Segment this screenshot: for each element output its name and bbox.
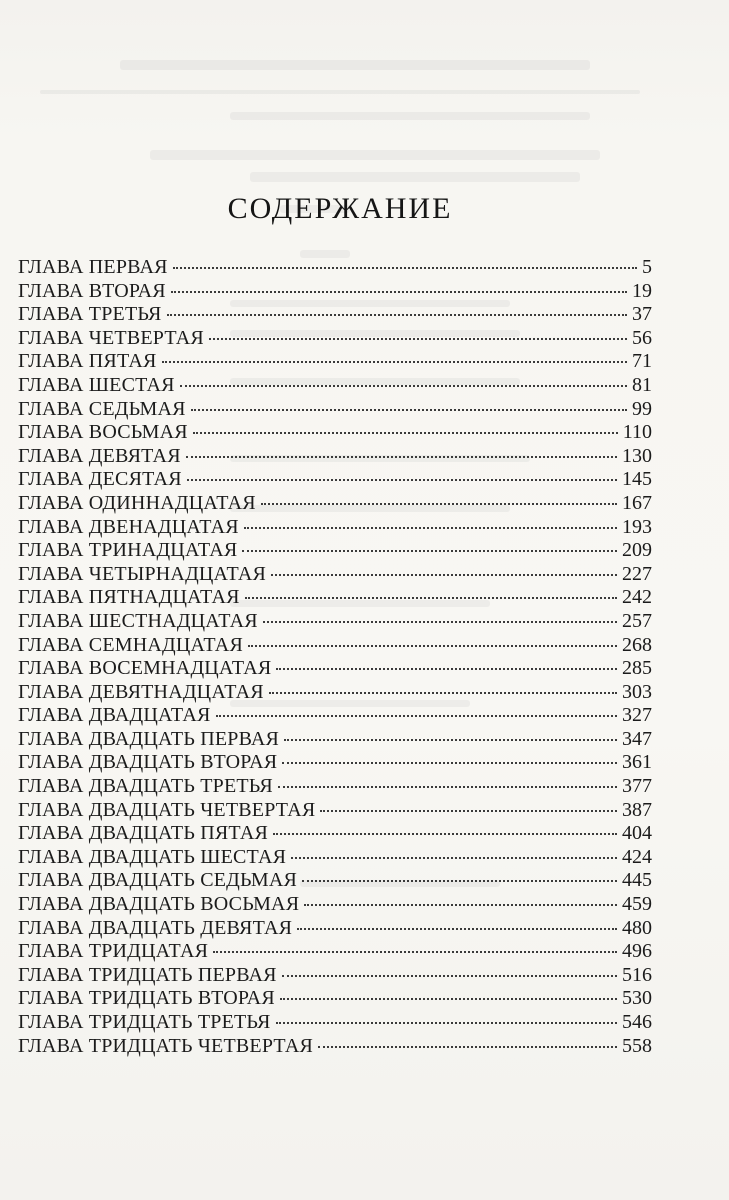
toc-entry bbox=[18, 256, 652, 280]
toc-page-number: 546 bbox=[622, 1011, 652, 1033]
toc-entry bbox=[18, 586, 652, 610]
toc-chapter-title: ГЛАВА ДВАДЦАТЬ ТРЕТЬЯ bbox=[18, 775, 273, 798]
toc-entry bbox=[18, 610, 652, 634]
toc-chapter-title: ГЛАВА ЧЕТВЕРТАЯ bbox=[18, 326, 204, 349]
toc-entry bbox=[18, 987, 652, 1011]
toc-entry bbox=[18, 303, 652, 327]
toc-chapter-title: ГЛАВА СЕДЬМАЯ bbox=[18, 397, 186, 420]
toc-chapter-title: ГЛАВА СЕМНАДЦАТАЯ bbox=[18, 633, 243, 656]
toc-entry bbox=[18, 657, 652, 681]
toc-entry bbox=[18, 280, 652, 304]
toc-entry bbox=[18, 799, 652, 823]
toc-entry bbox=[18, 468, 652, 492]
toc-page-number: 130 bbox=[622, 444, 652, 467]
toc-chapter-title: ГЛАВА ТРИДЦАТЬ ЧЕТВЕРТАЯ bbox=[18, 1034, 314, 1057]
toc-dot-leader bbox=[263, 621, 617, 623]
toc-page-number: 19 bbox=[632, 279, 652, 302]
toc-page-number: 99 bbox=[632, 397, 652, 420]
toc-entry bbox=[18, 681, 652, 705]
toc-chapter-title: ГЛАВА ДВАДЦАТЬ ШЕСТАЯ bbox=[18, 845, 287, 868]
toc-page-number: 242 bbox=[622, 586, 652, 609]
toc-page-number: 404 bbox=[622, 822, 652, 845]
toc-entry bbox=[18, 775, 652, 799]
toc-dot-leader bbox=[276, 1022, 617, 1024]
toc-dot-leader bbox=[271, 574, 617, 576]
table-of-contents bbox=[18, 256, 652, 1058]
toc-chapter-title: ГЛАВА ДВАДЦАТЬ ВОСЬМАЯ bbox=[18, 893, 300, 916]
toc-dot-leader bbox=[278, 786, 617, 788]
toc-entry bbox=[18, 940, 652, 964]
toc-chapter-title: ГЛАВА ДЕВЯТАЯ bbox=[18, 444, 181, 467]
toc-chapter-title: ГЛАВА ШЕСТНАДЦАТАЯ bbox=[18, 609, 258, 632]
toc-entry bbox=[18, 917, 652, 941]
toc-entry bbox=[18, 539, 652, 563]
toc-page-number: 110 bbox=[622, 421, 652, 444]
toc-page-number: 424 bbox=[622, 845, 652, 868]
toc-chapter-title: ГЛАВА ТРИДЦАТЬ ТРЕТЬЯ bbox=[18, 1011, 271, 1033]
toc-entry bbox=[18, 751, 652, 775]
toc-chapter-title: ГЛАВА ОДИННАДЦАТАЯ bbox=[18, 491, 256, 514]
toc-entry bbox=[18, 350, 652, 374]
toc-chapter-title: ГЛАВА ДВАДЦАТАЯ bbox=[18, 704, 211, 727]
toc-chapter-title: ГЛАВА ДЕВЯТНАДЦАТАЯ bbox=[18, 680, 264, 703]
toc-dot-leader bbox=[209, 338, 627, 340]
toc-dot-leader bbox=[216, 715, 617, 717]
toc-dot-leader bbox=[213, 951, 617, 953]
toc-entry bbox=[18, 516, 652, 540]
toc-chapter-title: ГЛАВА ДЕСЯТАЯ bbox=[18, 468, 182, 491]
toc-chapter-title: ГЛАВА ПЯТАЯ bbox=[18, 350, 157, 373]
toc-page-number: 480 bbox=[622, 916, 652, 939]
toc-page-number: 5 bbox=[642, 256, 652, 278]
toc-page-number: 227 bbox=[622, 562, 652, 585]
toc-entry bbox=[18, 893, 652, 917]
toc-entry bbox=[18, 492, 652, 516]
toc-dot-leader bbox=[187, 479, 617, 481]
toc-chapter-title: ГЛАВА ДВАДЦАТЬ ЧЕТВЕРТАЯ bbox=[18, 798, 316, 821]
toc-page-number: 167 bbox=[622, 491, 652, 514]
toc-entry bbox=[18, 728, 652, 752]
toc-dot-leader bbox=[284, 739, 617, 741]
toc-page-number: 37 bbox=[632, 303, 652, 326]
toc-page-number: 81 bbox=[632, 373, 652, 396]
toc-page-number: 377 bbox=[622, 775, 652, 798]
toc-chapter-title: ГЛАВА ТРИДЦАТЬ ВТОРАЯ bbox=[18, 987, 275, 1010]
toc-page-number: 445 bbox=[622, 869, 652, 892]
page-title: СОДЕРЖАНИЕ bbox=[227, 192, 453, 225]
toc-chapter-title: ГЛАВА ДВАДЦАТЬ ВТОРАЯ bbox=[18, 751, 278, 774]
toc-chapter-title: ГЛАВА ПЯТНАДЦАТАЯ bbox=[18, 586, 240, 609]
toc-dot-leader bbox=[242, 550, 617, 552]
toc-dot-leader bbox=[186, 456, 617, 458]
toc-dot-leader bbox=[193, 432, 618, 434]
toc-entry bbox=[18, 704, 652, 728]
toc-dot-leader bbox=[276, 668, 617, 670]
toc-chapter-title: ГЛАВА ДВАДЦАТЬ СЕДЬМАЯ bbox=[18, 869, 298, 892]
toc-entry bbox=[18, 869, 652, 893]
toc-entry bbox=[18, 634, 652, 658]
toc-entry bbox=[18, 563, 652, 587]
toc-chapter-title: ГЛАВА ТРИДЦАТЬ ПЕРВАЯ bbox=[18, 963, 277, 986]
toc-page-number: 387 bbox=[622, 798, 652, 821]
toc-page-number: 347 bbox=[622, 727, 652, 750]
toc-page-number: 193 bbox=[622, 515, 652, 538]
toc-dot-leader bbox=[261, 503, 617, 505]
toc-chapter-title: ГЛАВА ПЕРВАЯ bbox=[18, 256, 168, 278]
toc-dot-leader bbox=[291, 857, 617, 859]
toc-chapter-title: ГЛАВА ЧЕТЫРНАДЦАТАЯ bbox=[18, 562, 267, 585]
toc-entry bbox=[18, 374, 652, 398]
toc-dot-leader bbox=[280, 998, 617, 1000]
toc-entry bbox=[18, 822, 652, 846]
toc-dot-leader bbox=[244, 527, 617, 529]
toc-chapter-title: ГЛАВА ДВАДЦАТЬ ПЕРВАЯ bbox=[18, 727, 280, 750]
toc-dot-leader bbox=[167, 314, 627, 316]
toc-page-number: 268 bbox=[622, 633, 652, 656]
toc-page-number: 303 bbox=[622, 680, 652, 703]
toc-page-number: 71 bbox=[632, 350, 652, 373]
toc-dot-leader bbox=[180, 385, 627, 387]
toc-dot-leader bbox=[282, 762, 617, 764]
toc-dot-leader bbox=[245, 597, 617, 599]
toc-page-number: 145 bbox=[622, 468, 652, 491]
toc-chapter-title: ГЛАВА ДВЕНАДЦАТАЯ bbox=[18, 515, 239, 538]
toc-chapter-title: ГЛАВА ВТОРАЯ bbox=[18, 279, 166, 302]
toc-dot-leader bbox=[320, 810, 617, 812]
toc-page-number: 56 bbox=[632, 326, 652, 349]
toc-chapter-title: ГЛАВА ВОСЕМНАДЦАТАЯ bbox=[18, 657, 272, 680]
toc-page-number: 209 bbox=[622, 539, 652, 562]
toc-dot-leader bbox=[297, 928, 617, 930]
toc-page-number: 496 bbox=[622, 940, 652, 963]
toc-entry bbox=[18, 398, 652, 422]
toc-entry bbox=[18, 1011, 652, 1035]
toc-dot-leader bbox=[171, 291, 627, 293]
toc-page-number: 516 bbox=[622, 963, 652, 986]
toc-chapter-title: ГЛАВА ШЕСТАЯ bbox=[18, 373, 175, 396]
toc-chapter-title: ГЛАВА ТРЕТЬЯ bbox=[18, 303, 162, 326]
toc-chapter-title: ГЛАВА ДВАДЦАТЬ ПЯТАЯ bbox=[18, 822, 269, 845]
toc-entry bbox=[18, 421, 652, 445]
toc-dot-leader bbox=[302, 880, 617, 882]
toc-chapter-title: ГЛАВА ТРИДЦАТАЯ bbox=[18, 940, 209, 963]
toc-page-number: 530 bbox=[622, 987, 652, 1010]
toc-dot-leader bbox=[269, 692, 617, 694]
toc-entry bbox=[18, 445, 652, 469]
toc-page-number: 285 bbox=[622, 657, 652, 680]
toc-page-number: 327 bbox=[622, 704, 652, 727]
toc-dot-leader bbox=[162, 361, 627, 363]
toc-page-number: 558 bbox=[622, 1034, 652, 1057]
toc-entry bbox=[18, 1035, 652, 1059]
toc-dot-leader bbox=[248, 645, 617, 647]
toc-chapter-title: ГЛАВА ВОСЬМАЯ bbox=[18, 421, 188, 444]
toc-dot-leader bbox=[173, 267, 637, 269]
toc-dot-leader bbox=[273, 833, 617, 835]
toc-entry bbox=[18, 327, 652, 351]
toc-entry bbox=[18, 846, 652, 870]
toc-page-number: 361 bbox=[622, 751, 652, 774]
toc-chapter-title: ГЛАВА ТРИНАДЦАТАЯ bbox=[18, 539, 238, 562]
toc-dot-leader bbox=[304, 904, 617, 906]
toc-page-number: 459 bbox=[622, 893, 652, 916]
toc-dot-leader bbox=[282, 975, 617, 977]
toc-dot-leader bbox=[191, 409, 627, 411]
toc-page-number: 257 bbox=[622, 609, 652, 632]
toc-dot-leader bbox=[318, 1046, 617, 1048]
toc-chapter-title: ГЛАВА ДВАДЦАТЬ ДЕВЯТАЯ bbox=[18, 916, 293, 939]
toc-entry bbox=[18, 964, 652, 988]
